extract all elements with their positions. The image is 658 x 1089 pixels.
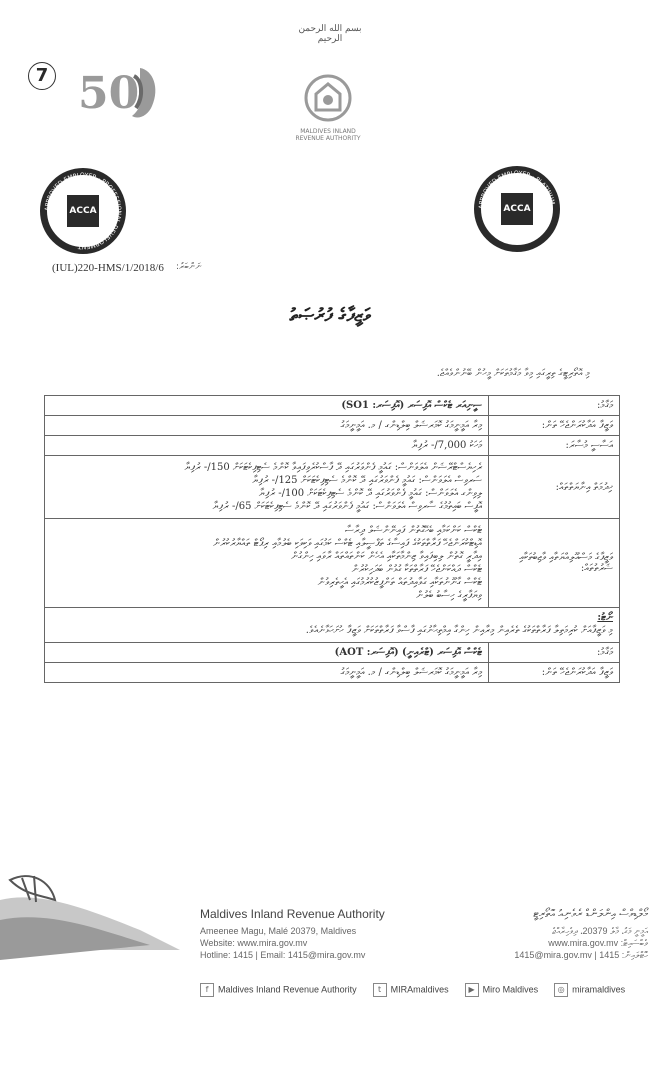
note-text: މި ވަޒީފާއަށް ކުރިމަތިލާ ފަރާތްތަކުގެ ތެރެއިން މިރާއިން ހިންގާ އިމްތިޙާނުގައި ފާސްވާ ފަރާތްތަކަށް ވަޒީފާ ހުށަހަޅާނެއެވެ. bbox=[305, 625, 613, 636]
instagram-icon: ◎ bbox=[554, 983, 568, 997]
social-links bbox=[200, 983, 625, 997]
org-name-dhivehi: މޯލްޑިވްސް އިންލަންޑް ރެވެނިއު އޮތޯރިޓީ bbox=[533, 907, 648, 920]
table-row bbox=[45, 643, 620, 663]
note-cell bbox=[45, 608, 620, 643]
acca-right-label: ACCA bbox=[501, 193, 533, 225]
list-item: ސަރވިސް އެލަވަންސް: ގައުމީ ފެންވަރުގައި ދޭ ކޮންމެ ސެޓިފިކެޓަކަށް 125/- ރުފިޔާ bbox=[252, 475, 482, 486]
twitter-icon: t bbox=[373, 983, 387, 997]
page-title: ވަޒީފާގެ ފުރުޞަތު bbox=[289, 305, 371, 326]
reference-number: (IUL)220-HMS/1/2018/6 bbox=[52, 262, 164, 274]
table-row bbox=[45, 416, 620, 436]
page-number: 7 bbox=[28, 62, 56, 90]
row-value: މިރާ އަމީނީމަގު ކޮމަރޝަލް ބިލްޑިންގ / މ. އަމީނީމަގު bbox=[45, 663, 489, 683]
table-row bbox=[45, 663, 620, 683]
jobs-table bbox=[44, 395, 620, 683]
contact-line: Hotline: 1415 | Email: 1415@mira.gov.mv bbox=[200, 950, 366, 960]
mira-emblem-icon bbox=[298, 68, 358, 128]
address-line: Ameenee Magu, Malé 20379, Maldives bbox=[200, 926, 357, 936]
list-item: ޓެކްސް ދައްކަންޖެހޭ ފަރާތްތަކާ ގުޅުން ބަދަހިކުރުން bbox=[351, 564, 482, 575]
table-row bbox=[45, 608, 620, 643]
svg-text:50: 50 bbox=[78, 68, 140, 119]
social-youtube[interactable]: ▶ Miro Maldives bbox=[465, 983, 539, 997]
facebook-icon: f bbox=[200, 983, 214, 997]
row-value: މަހަކު 7,000/- ރުފިޔާ bbox=[45, 436, 489, 456]
row-value: ޓެކްސް އޮފިސަރ (ޓްރެއިނީ) (އޮފިސަރ: AOT) bbox=[45, 643, 489, 663]
duties-label: ވަޒީފާގެ މަސްއޫލިއްޔަތާއި ވާޖިބުތަކާއި ޝަރުތުތައް: bbox=[489, 519, 620, 608]
list-item: އޮފީސް ބައިތުމުގެ ސާރވިސް އެލަވަންސް: ގައުމީ ފެންވަރުގައި ދޭ ކޮންމެ ސެޓިފިކެޓަކަށް 65/- ރުފިޔާ bbox=[212, 501, 482, 512]
svg-text:APPROVED EMPLOYER · PLATINUM: APPROVED EMPLOYER · PLATINUM bbox=[477, 169, 556, 210]
row-value: ސީނިއަރ ޓެކްސް އޮފިސަރ (އޮފިސަރ: SO1) bbox=[45, 396, 489, 416]
row-label: ވަޒީފާ އަދާކުރަންޖެހޭ ތަން: bbox=[489, 663, 620, 683]
list-item: ރެހިޔެސްޓްރޭޝަން އެލަވަންސް: ގައުމީ ފެންވަރުގައި ދޭ ފާސްކުރެވިފައިވާ ކޮންމެ ސެޓިފިކެޓަކަށް 150/- ރުފިޔާ bbox=[184, 462, 482, 473]
intro-text: މި އޮތޯރިޓީގެ ތިރީގައި މިވާ މަޤާމުތަކަށް މީހުން ބޭނުންވެއްޖެ. bbox=[436, 368, 590, 379]
address-line: އަމީނީ މަގު، މާލެ 20379، ދިވެހިރާއްޖެ bbox=[551, 926, 648, 936]
social-twitter[interactable]: t MIRAmaldives bbox=[373, 983, 449, 997]
list-item: ޓެކްސް ގާނޫނުތަކާއި ގަވާއިދުތައް ތަންފީޒުކުރުމުގައި އެހީތެރިވުން bbox=[317, 577, 482, 588]
row-label: މަޤާމު: bbox=[489, 396, 620, 416]
list-item: އިދާރީ ގޮތުން ލިބިފައިވާ ޒިންމާތަކާއި އެހެން ކަންތައްތައް ރާވައި ހިންގުން bbox=[290, 551, 482, 562]
org-name-english: Maldives Inland Revenue Authority bbox=[200, 907, 385, 921]
bismillah: بسم الله الرحمن الرحيم bbox=[298, 24, 362, 44]
row-label: އަސާސީ މުސާރަ: bbox=[489, 436, 620, 456]
social-facebook[interactable]: f Maldives Inland Revenue Authority bbox=[200, 983, 357, 997]
table-row bbox=[45, 396, 620, 416]
row-value: މިރާ އަމީނީމަގު ކޮމަރޝަލް ބިލްޑިންގ / މ. އަމީނީމަގު bbox=[45, 416, 489, 436]
acca-badge-left bbox=[40, 168, 126, 254]
table-row bbox=[45, 519, 620, 608]
list-item: ލިވިންގ އެލަވަންސް: ގައުމީ ފެންވަރުގައި ދޭ ކޮންމެ ސެޓިފިކެޓަކަށް 100/- ރުފިޔާ bbox=[258, 488, 482, 499]
row-label: ވަޒީފާ އަދާކުރަންޖެހޭ ތަން: bbox=[489, 416, 620, 436]
reference-label: ނަންބަރު: bbox=[176, 262, 202, 272]
mira-logo-text: MALDIVES INLAND REVENUE AUTHORITY bbox=[295, 128, 361, 142]
allowances-label: ޚިދުމަތް އިނާޔަތްތައް: bbox=[489, 456, 620, 519]
address-dhivehi bbox=[440, 925, 648, 961]
list-item: ވިޔަފާރީގެ ހިސާބު ބެލުން bbox=[415, 590, 482, 601]
list-item: އޮޑިޓްކުރަންޖެހޭ ފަރާތްތަކުގެ ފައިސާގެ ތަފްޞީލާއި ޓެކްސް ކަމުގައި ވަކިވަކި ބެލުމާއި ރިޕޯޓް ތައްޔާރުކުރުން bbox=[212, 538, 482, 549]
website-line: Website: www.mira.gov.mv bbox=[200, 938, 308, 948]
table-row bbox=[45, 436, 620, 456]
anniversary-logo bbox=[78, 58, 168, 128]
duties-list bbox=[45, 519, 489, 608]
allowances-list bbox=[45, 456, 489, 519]
table-row bbox=[45, 456, 620, 519]
list-item: ޓެކްސް ކަންކަމާއި ބެހޭގޮތުން ފައިނޭންޝަލް ދިރާސާ bbox=[344, 525, 482, 536]
row-label: މަޤާމު: bbox=[489, 643, 620, 663]
social-instagram[interactable]: ◎ miramaldives bbox=[554, 983, 625, 997]
address-english bbox=[200, 925, 365, 961]
svg-text:APPROVED EMPLOYER · PROFESSION: APPROVED EMPLOYER · PROFESSIONAL DEVELOPMENT bbox=[43, 171, 123, 251]
note-label: ނޯޓު: bbox=[597, 612, 613, 623]
youtube-icon: ▶ bbox=[465, 983, 479, 997]
acca-badge-right bbox=[474, 166, 560, 252]
acca-left-label: ACCA bbox=[67, 195, 99, 227]
website-line: www.mira.gov.mv :ވެބްސައިޓް bbox=[548, 938, 648, 948]
contact-line: 1415@mira.gov.mv | 1415 :ހޮޓްލައިން bbox=[514, 950, 648, 960]
footer-wave-graphic bbox=[0, 860, 200, 960]
